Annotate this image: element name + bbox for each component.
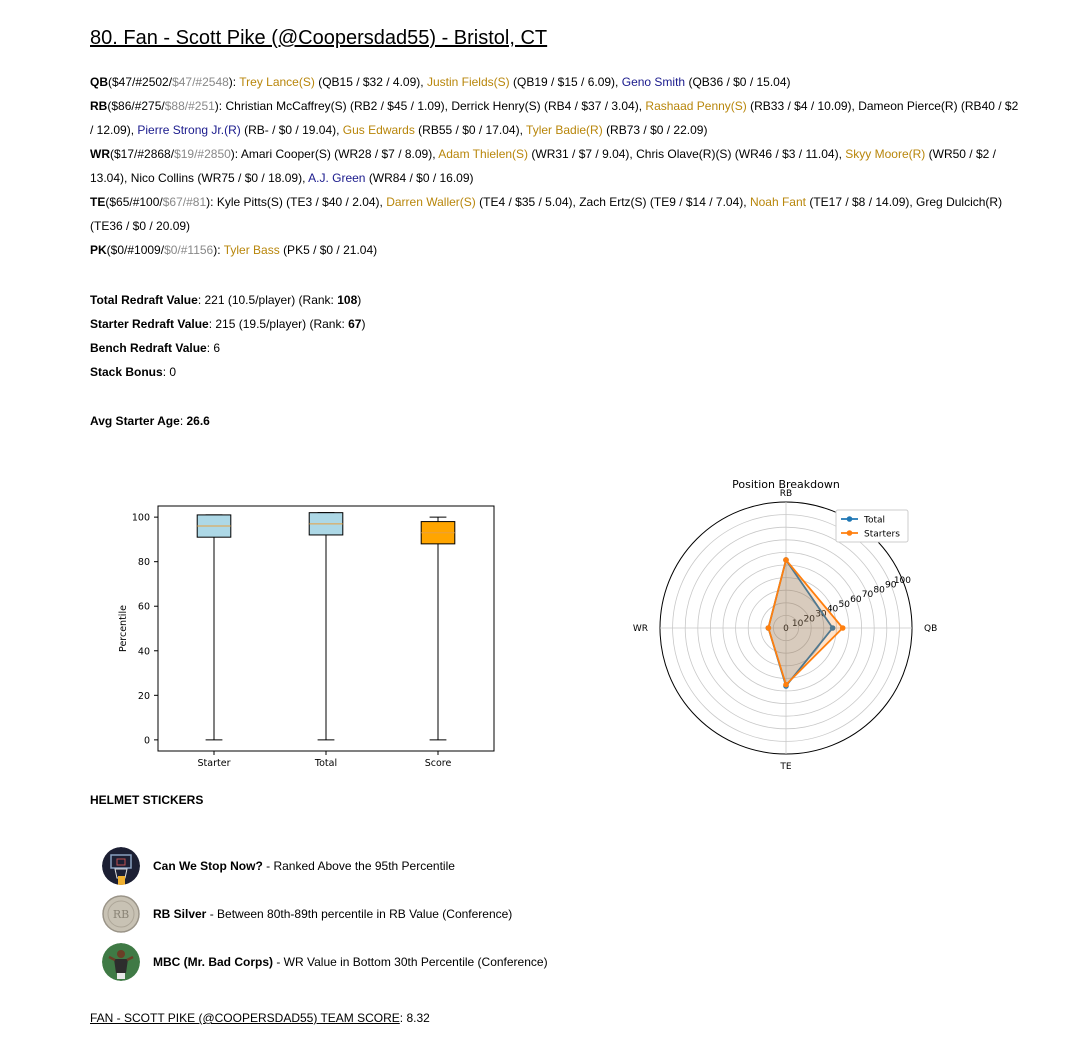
axis-label-wr: WR [632, 624, 648, 634]
pos-label: WR [90, 147, 110, 161]
pos-label: RB [90, 99, 108, 113]
team-score-value: : 8.32 [399, 1011, 430, 1025]
y-tick-label: 80 [137, 557, 150, 569]
chart-title: Position Breakdown [732, 478, 840, 491]
page-title: 80. Fan - Scott Pike (@Coopersdad55) - Bristol, CT [90, 27, 548, 49]
series-point-starters [783, 682, 789, 688]
radial-tick-label: 40 [826, 604, 839, 615]
coin-label: RB [112, 908, 130, 921]
radial-tick-label: 30 [815, 609, 827, 620]
player-name: Pierre Strong Jr.(R) [137, 123, 241, 137]
sticker-item [102, 847, 455, 885]
radial-tick-label: 0 [783, 624, 789, 634]
legend-marker [847, 530, 853, 536]
player-name: Adam Thielen(S) [438, 147, 529, 161]
y-tick-label: 20 [137, 690, 150, 702]
series-point-starters [840, 625, 846, 631]
total-redraft-value: Total Redraft Value: 221 (10.5/player) (Rank: 108) [90, 293, 362, 307]
player-name: Gus Edwards [342, 123, 415, 137]
bench-redraft-value: Bench Redraft Value: 6 [90, 341, 221, 355]
player-name: Skyy Moore(R) [845, 147, 926, 161]
starter-redraft-value: Starter Redraft Value: 215 (19.5/player) (Rank: 67) [90, 317, 366, 331]
y-tick-label: 40 [137, 646, 150, 658]
legend-label: Starters [864, 529, 900, 540]
y-axis-label: Percentile [118, 605, 129, 652]
player-name: Geno Smith [621, 75, 686, 89]
sticker-desc: - Between 80th-89th percentile in RB Value (Conference) [206, 907, 513, 921]
y-tick-label: 0 [143, 735, 150, 747]
x-tick-label: Starter [197, 758, 231, 769]
pos-label: TE [90, 195, 106, 209]
x-tick-label: Score [424, 758, 452, 769]
percentile-box-chart [110, 495, 510, 775]
radial-tick-label: 10 [791, 619, 804, 630]
radial-tick-label: 60 [850, 595, 862, 606]
axis-label-te: TE [780, 762, 792, 772]
axis-label-qb: QB [924, 624, 938, 634]
sticker-name: MBC (Mr. Bad Corps) [153, 955, 273, 969]
roster-section [90, 70, 1020, 262]
series-area-starters [768, 560, 842, 685]
roster-te: TE($65/#100/$67/#81): Kyle Pitts(S) (TE3 / $40 / 2.04), Darren Waller(S) (TE4 / $35 / 5.04), Zach Ertz(S) (TE9 / $14 / 7.04), Noah Fant (TE17 / $8 / 14.09), Greg Dulcich(R) (TE36 / $0 / 20.09) [90, 195, 1003, 233]
pos-label: PK [90, 243, 107, 257]
axis-label-rb: RB [779, 489, 793, 499]
rank-close: ) [361, 317, 366, 331]
player-name: Trey Lance(S) [239, 75, 315, 89]
radial-tick-label: 20 [803, 614, 816, 625]
y-tick-label: 100 [131, 512, 150, 524]
sticker-desc: - WR Value in Bottom 30th Percentile (Conference) [273, 955, 548, 969]
team-score [90, 1011, 430, 1025]
roster-qb: QB($47/#2502/$47/#2548): Trey Lance(S) (QB15 / $32 / 4.09), Justin Fields(S) (QB19 / $15 / 6.09), Geno Smith (QB36 / $0 / 15.04) [90, 75, 791, 89]
player-name: Tyler Bass [223, 243, 280, 257]
position-breakdown-radar-chart [630, 470, 940, 775]
sticker-name: RB Silver [153, 907, 207, 921]
radial-tick-label: 70 [861, 590, 874, 601]
player-name: Rashaad Penny(S) [645, 99, 747, 113]
sticker-item [102, 943, 548, 981]
radial-tick-label: 90 [885, 580, 897, 591]
player-name: Tyler Badie(R) [526, 123, 603, 137]
roster-wr: WR($17/#2868/$19/#2850): Amari Cooper(S) (WR28 / $7 / 8.09), Adam Thielen(S) (WR31 / $7 / 9.04), Chris Olave(R)(S) (WR46 / $3 / 11.04), Skyy Moore(R) (WR50 / $2 / 13.04), Nico Collins (WR75 / $0 / 18.09), A.J. Green (WR84 / $0 / 16.09) [90, 147, 996, 185]
player-name: Justin Fields(S) [426, 75, 510, 89]
legend-label: Total [864, 515, 886, 526]
legend-marker [847, 516, 853, 522]
radial-tick-label: 50 [838, 599, 850, 610]
rb-silver-coin-icon [102, 895, 140, 933]
player-name: Darren Waller(S) [386, 195, 476, 209]
player-photo-icon [102, 943, 140, 981]
sticker-item [102, 895, 512, 933]
y-tick-label: 60 [137, 601, 150, 613]
player-name: A.J. Green [308, 171, 366, 185]
stack-bonus: Stack Bonus: 0 [90, 365, 177, 379]
roster-rb: RB($86/#275/$88/#251): Christian McCaffrey(S) (RB2 / $45 / 1.09), Derrick Henry(S) (RB4 / $37 / 3.04), Rashaad Penny(S) (RB33 / $4 / 10.09), Dameon Pierce(R) (RB40 / $2 / 12.09), Pierre Strong Jr.(R) (RB- / $0 / 19.04), Gus Edwards (RB55 / $0 / 17.04), Tyler Badie(R) (RB73 / $0 / 22.09) [90, 99, 1019, 137]
redraft-stats [90, 288, 365, 384]
stickers-heading: HELMET STICKERS [90, 793, 204, 807]
series-point-starters [783, 557, 789, 563]
radial-tick-label: 80 [873, 585, 885, 596]
roster-pk: PK($0/#1009/$0/#1156): Tyler Bass (PK5 / $0 / 21.04) [90, 243, 378, 257]
pos-label: QB [90, 75, 108, 89]
radial-tick-label: 100 [893, 575, 912, 586]
avg-starter-age: Avg Starter Age: 26.6 [90, 414, 210, 428]
team-score-label: FAN - SCOTT PIKE (@COOPERSDAD55) TEAM SCORE [90, 1011, 400, 1025]
basketball-hoop-icon [102, 847, 140, 885]
sticker-name: Can We Stop Now? [153, 859, 263, 873]
x-tick-label: Total [314, 758, 338, 769]
player-name: Noah Fant [749, 195, 806, 209]
sticker-desc: - Ranked Above the 95th Percentile [262, 859, 455, 873]
series-point-starters [766, 625, 772, 631]
